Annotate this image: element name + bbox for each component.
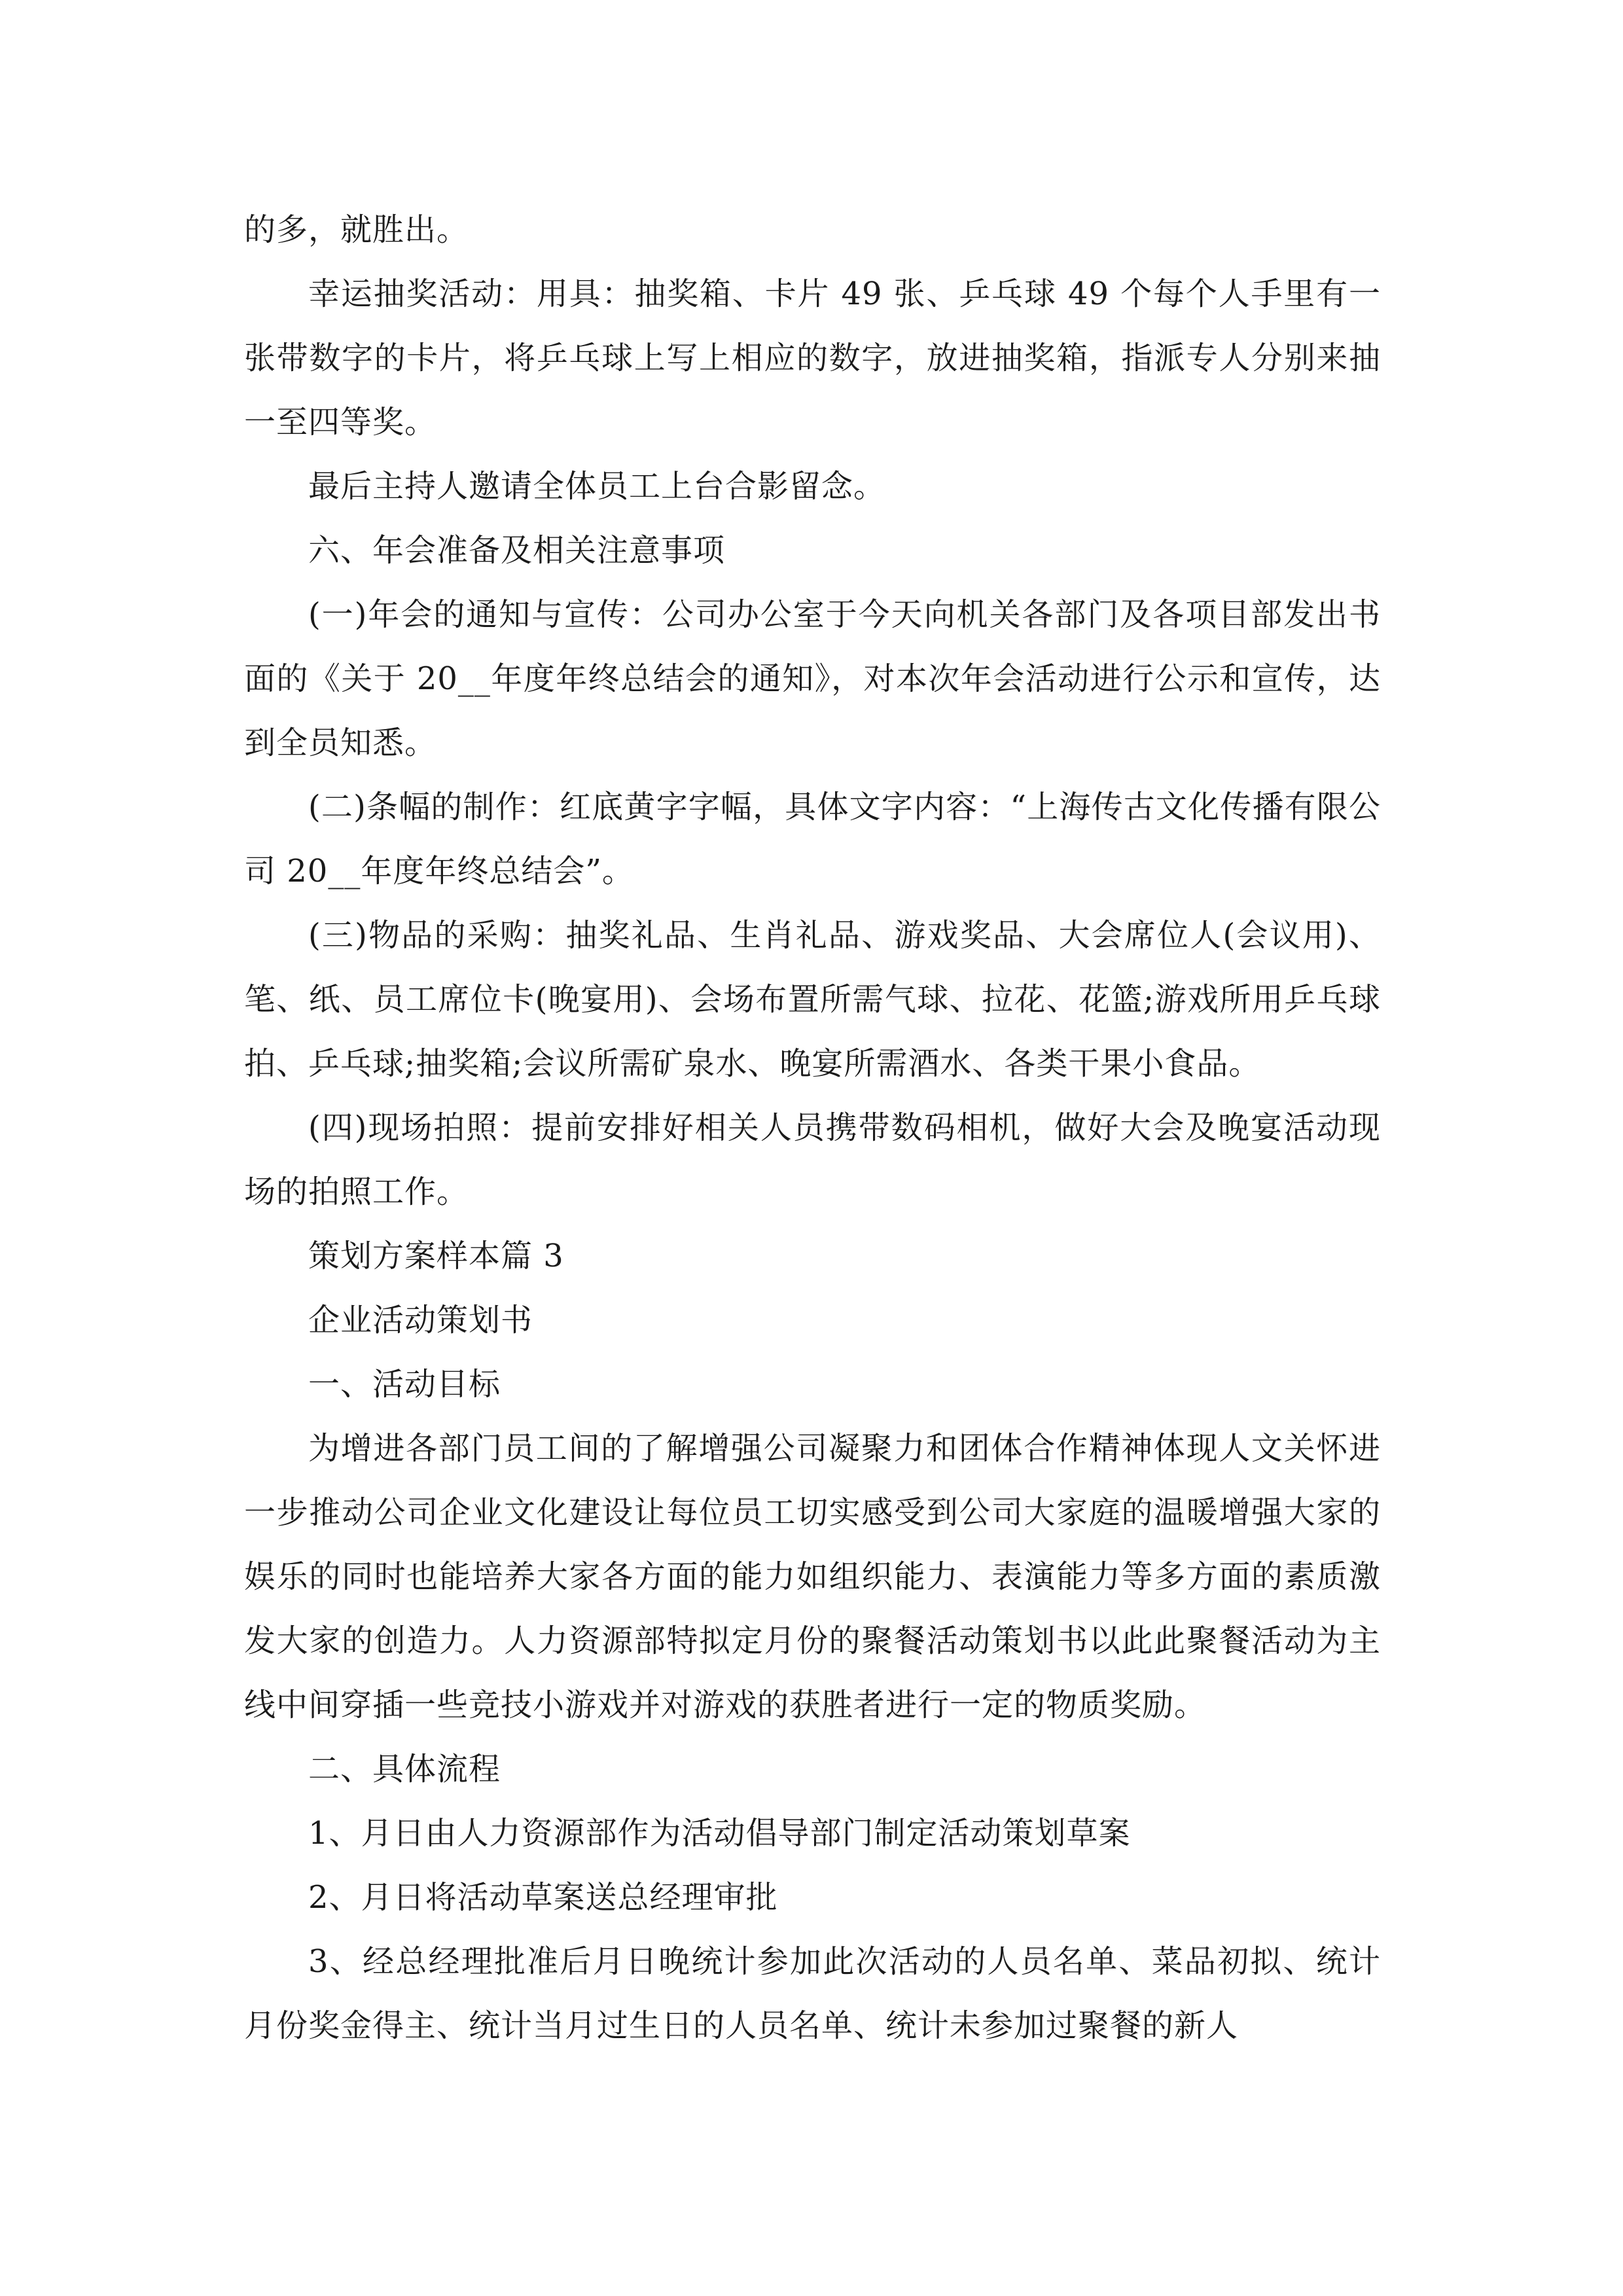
paragraph-objective: 为增进各部门员工间的了解增强公司凝聚力和团体合作精神体现人文关怀进一步推动公司企业文化建设让每位员工切实感受到公司大家庭的温暖增强大家的娱乐的同时也能培养大家各方面的能力如组织能力、表演能力等多方面的素质激发大家的创造力。人力资源部特拟定月份的聚餐活动策划书以此此聚餐活动为主线中间穿插一些竞技小游戏并对游戏的获胜者进行一定的物质奖励。 bbox=[244, 1430, 1381, 1723]
list-item-step-2: 2、月日将活动草案送总经理审批 bbox=[308, 1879, 778, 1916]
paragraph-photography: (四)现场拍照：提前安排好相关人员携带数码相机，做好大会及晚宴活动现场的拍照工作。 bbox=[244, 1109, 1381, 1210]
list-item-step-3: 3、经总经理批准后月日晚统计参加此次活动的人员名单、菜品初拟、统计月份奖金得主、统计当月过生日的人员名单、统计未参加过聚餐的新人 bbox=[244, 1943, 1381, 2044]
paragraph-continuation: 的多，就胜出。 bbox=[244, 211, 469, 248]
paragraph-banner: (二)条幅的制作：红底黄字字幅，具体文字内容：“上海传古文化传播有限公司 20__年度年终总结会”。 bbox=[244, 789, 1381, 889]
section-title: 策划方案样本篇 3 bbox=[308, 1238, 564, 1274]
paragraph-notice: (一)年会的通知与宣传：公司办公室于今天向机关各部门及各项目部发出书面的《关于 20__年度年终总结会的通知》，对本次年会活动进行公示和宣传，达到全员知悉。 bbox=[244, 596, 1381, 761]
heading-objective: 一、活动目标 bbox=[308, 1366, 501, 1403]
heading-process: 二、具体流程 bbox=[308, 1751, 501, 1787]
heading-preparation: 六、年会准备及相关注意事项 bbox=[308, 532, 726, 569]
list-item-step-1: 1、月日由人力资源部作为活动倡导部门制定活动策划草案 bbox=[308, 1815, 1131, 1852]
paragraph-group-photo: 最后主持人邀请全体员工上台合影留念。 bbox=[308, 468, 886, 505]
paragraph-procurement: (三)物品的采购：抽奖礼品、生肖礼品、游戏奖品、大会席位人(会议用)、笔、纸、员工席位卡(晚宴用)、会场布置所需气球、拉花、花篮;游戏所用乒乓球拍、乒乓球;抽奖箱;会议所需矿泉水、晚宴所需酒水、各类干果小食品。 bbox=[244, 917, 1381, 1082]
document-title: 企业活动策划书 bbox=[308, 1302, 533, 1338]
paragraph-lucky-draw: 幸运抽奖活动：用具：抽奖箱、卡片 49 张、乒乓球 49 个每个人手里有一张带数字的卡片，将乒乓球上写上相应的数字，放进抽奖箱，指派专人分别来抽一至四等奖。 bbox=[244, 276, 1381, 440]
document-body bbox=[244, 198, 1381, 2058]
